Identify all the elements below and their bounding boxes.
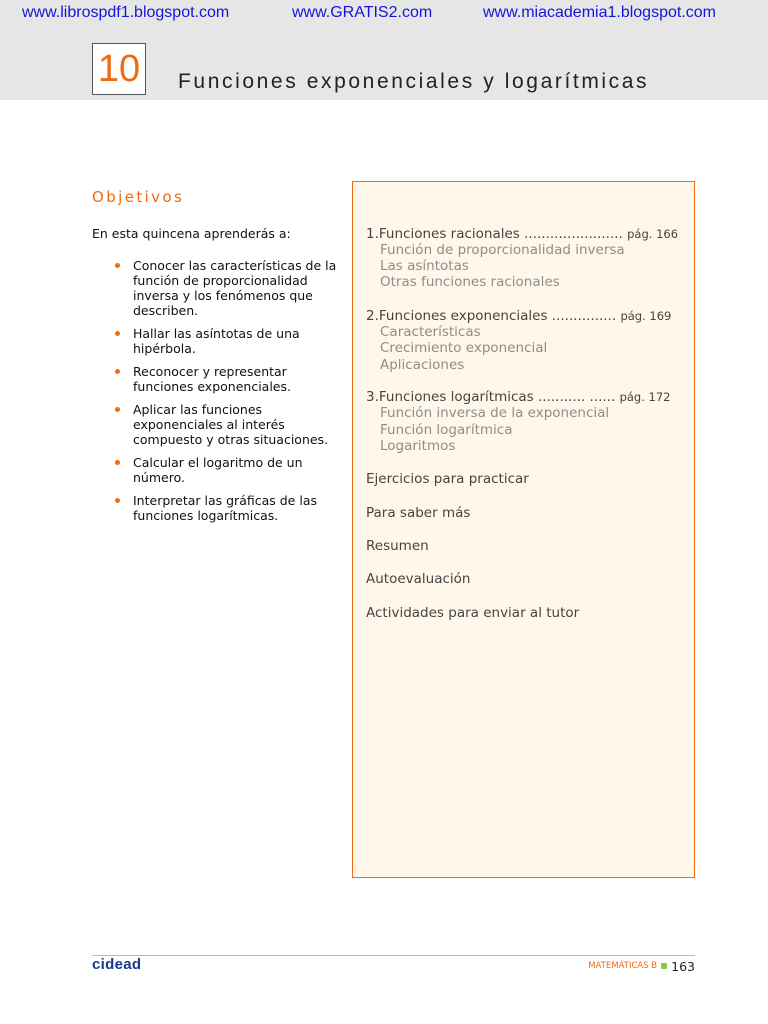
toc-section-1[interactable] xyxy=(366,226,678,242)
objective-item xyxy=(111,455,343,485)
bullet-icon xyxy=(115,498,120,503)
toc-dots: ....................... xyxy=(519,226,623,242)
bullet-icon xyxy=(115,263,120,268)
toc-subitem[interactable]: Logaritmos xyxy=(380,438,456,454)
footer-page-info xyxy=(588,958,695,974)
header-links xyxy=(0,4,768,24)
objective-text: Conocer las características de la función de proporcionalidad inversa y los fenómenos que describen. xyxy=(133,258,337,318)
link-miacademia1[interactable]: www.miacademia1.blogspot.com xyxy=(483,4,716,21)
footer-subject: MATEMÁTICAS B xyxy=(588,961,658,971)
toc-page-ref: pág. 169 xyxy=(620,309,672,323)
footer-divider xyxy=(92,955,695,956)
chapter-title: Funciones exponenciales y logarítmicas xyxy=(178,70,650,93)
bullet-icon xyxy=(115,369,120,374)
objectives-intro: En esta quincena aprenderás a: xyxy=(92,226,291,241)
objective-text: Calcular el logaritmo de un número. xyxy=(133,455,303,485)
toc-dots: ........... ...... xyxy=(533,389,616,405)
toc-section-title: 1.Funciones racionales xyxy=(366,226,520,242)
objective-text: Hallar las asíntotas de una hipérbola. xyxy=(133,326,300,356)
page-number: 163 xyxy=(671,958,695,974)
objective-item xyxy=(111,364,343,394)
objective-text: Interpretar las gráficas de las funciones logarítmicas. xyxy=(133,493,317,523)
cidead-logo: cidead xyxy=(92,956,142,973)
objective-text: Reconocer y representar funciones exponenciales. xyxy=(133,364,291,394)
toc-section-title: 2.Funciones exponenciales xyxy=(366,308,548,324)
toc-subitem[interactable]: Características xyxy=(380,324,481,340)
objective-item xyxy=(111,402,343,447)
toc-subitem[interactable]: Las asíntotas xyxy=(380,258,469,274)
toc-page-ref: pág. 172 xyxy=(619,390,671,404)
toc-subitem[interactable]: Función inversa de la exponencial xyxy=(380,405,610,421)
objective-item xyxy=(111,258,343,318)
objective-text: Aplicar las funciones exponenciales al interés compuesto y otras situaciones. xyxy=(133,402,329,447)
bullet-icon xyxy=(115,460,120,465)
toc-section-title: 3.Funciones logarítmicas xyxy=(366,389,534,405)
toc-section-2[interactable] xyxy=(366,308,671,324)
bullet-icon xyxy=(115,331,120,336)
toc-subitem[interactable]: Crecimiento exponencial xyxy=(380,340,548,356)
bullet-icon xyxy=(115,407,120,412)
table-of-contents xyxy=(352,181,695,878)
toc-subitem[interactable]: Otras funciones racionales xyxy=(380,274,560,290)
toc-section-3[interactable] xyxy=(366,389,670,405)
objectives-heading: Objetivos xyxy=(92,188,185,206)
chapter-number: 10 xyxy=(92,43,146,95)
toc-ejercicios[interactable]: Ejercicios para practicar xyxy=(366,471,529,487)
objective-item xyxy=(111,493,343,523)
toc-saber-mas[interactable]: Para saber más xyxy=(366,505,471,521)
toc-actividades[interactable]: Actividades para enviar al tutor xyxy=(366,605,580,621)
toc-autoevaluacion[interactable]: Autoevaluación xyxy=(366,571,471,587)
toc-subitem[interactable]: Función de proporcionalidad inversa xyxy=(380,242,625,258)
toc-subitem[interactable]: Función logarítmica xyxy=(380,422,513,438)
objective-item xyxy=(111,326,343,356)
link-librospdf1[interactable]: www.librospdf1.blogspot.com xyxy=(22,4,230,21)
link-gratis2[interactable]: www.GRATIS2.com xyxy=(292,4,433,21)
green-square-icon xyxy=(661,963,667,969)
toc-resumen[interactable]: Resumen xyxy=(366,538,429,554)
toc-subitem[interactable]: Aplicaciones xyxy=(380,357,465,373)
toc-page-ref: pág. 166 xyxy=(627,227,679,241)
toc-dots: ............... xyxy=(547,308,617,324)
objectives-list xyxy=(111,258,343,531)
